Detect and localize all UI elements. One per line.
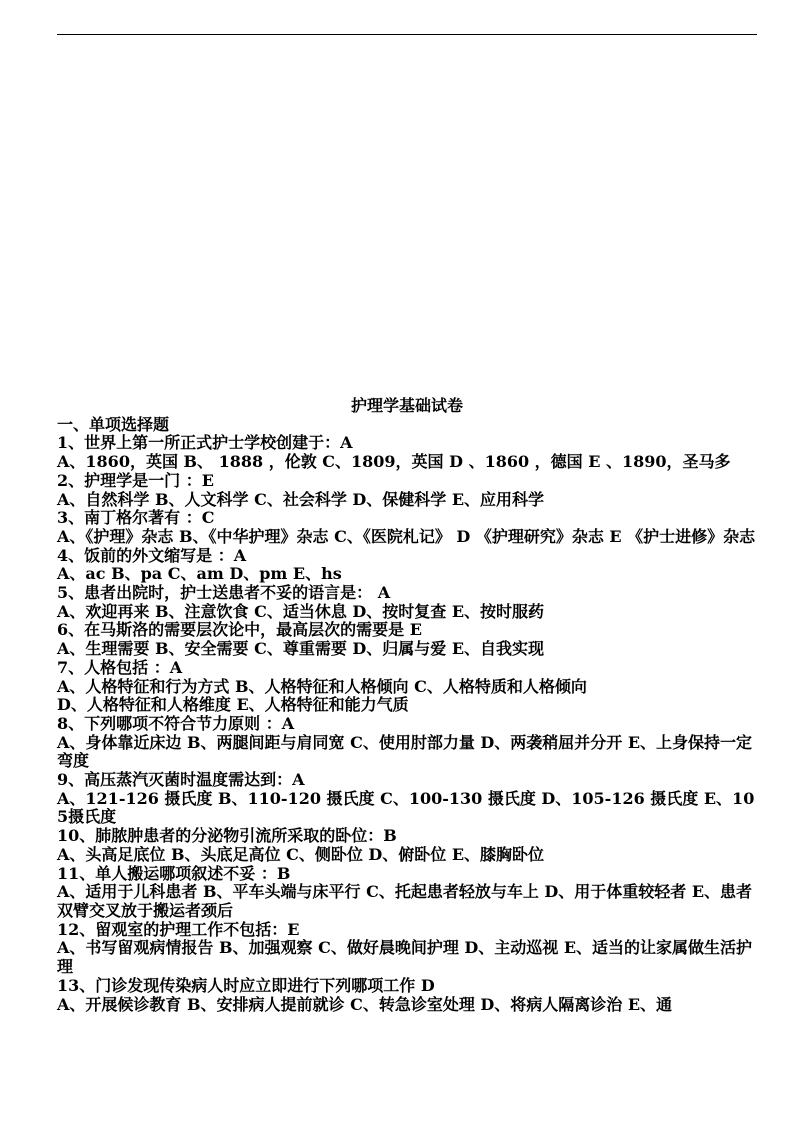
options-line: A、ac B、pa C、am D、pm E、hs: [57, 564, 342, 584]
options-line: D、人格特征和人格维度 E、人格特征和能力气质: [57, 695, 409, 715]
question-line: 8、下列哪项不符合节力原则 ：A: [57, 713, 295, 733]
question-line: 11、单人搬运哪项叙述不妥 ：B: [57, 863, 291, 883]
options-line: A、生理需要 B、安全需要 C、尊重需要 D、归属与爱 E、自我实现: [57, 639, 545, 659]
options-line: A、欢迎再来 B、注意饮食 C、适当休息 D、按时复查 E、按时服药: [57, 601, 545, 621]
options-line: A、《护理》杂志 B、《中华护理》杂志 C、《医院札记》 D 《护理研究》杂志 E 《护士进修》杂志: [57, 526, 756, 546]
question-line: 9、高压蒸汽灭菌时温度需达到：A: [57, 770, 305, 790]
options-line: A、1860，英国 B、 1888 ，伦敦 C、1809，英国 D 、1860 ，德国 E 、1890，圣马多: [57, 452, 731, 472]
options-line: A、开展候诊教育 B、安排病人提前就诊 C、转急诊室处理 D、将病人隔离诊治 E、通: [57, 994, 673, 1014]
header-rule: [57, 34, 757, 35]
question-line: 3、南丁格尔著有 ：C: [57, 508, 215, 528]
question-line: 13、门诊发现传染病人时应立即进行下列哪项工作 D: [57, 975, 435, 995]
options-line: A、人格特征和行为方式 B、人格特征和人格倾向 C、人格特质和人格倾向: [57, 676, 587, 696]
options-line: A、头高足底位 B、头底足高位 C、侧卧位 D、俯卧位 E、膝胸卧位: [57, 844, 545, 864]
document-title: 护理学基础试卷: [350, 396, 463, 415]
question-line: 1、世界上第一所正式护士学校创建于：A: [57, 433, 353, 453]
options-line: A、自然科学 B、人文科学 C、社会科学 D、保健科学 E、应用科学: [57, 489, 545, 509]
question-line: 7、人格包括 ：A: [57, 657, 183, 677]
options-line: A、适用于儿科患者 B、平车头端与床平行 C、托起患者轻放与车上 D、用于体重较轻者 E、患者双臂交叉放于搬运者颈后: [57, 882, 753, 920]
question-line: 2、护理学是一门 ：E: [57, 470, 214, 490]
question-line: 10、肺脓肿患者的分泌物引流所采取的卧位：B: [57, 826, 397, 846]
question-line: 12、留观室的护理工作不包括：E: [57, 919, 300, 939]
document-body: [57, 397, 757, 1014]
question-line: 5、患者出院时，护士送患者不妥的语言是： A: [57, 583, 391, 603]
section-heading: 一、单项选择题: [57, 414, 170, 434]
options-line: A、身体靠近床边 B、两腿间距与肩同宽 C、使用肘部力量 D、两袭稍屈并分开 E、上身保持一定弯度: [57, 732, 753, 771]
options-line: A、书写留观病情报告 B、加强观察 C、做好晨晚间护理 D、主动巡视 E、适当的让家属做生活护理: [57, 938, 753, 977]
question-line: 4、饭前的外文缩写是 ：A: [57, 545, 247, 565]
question-line: 6、在马斯洛的需要层次论中，最高层次的需要是 E: [57, 620, 422, 640]
options-line: A、121-126 摄氏度 B、110-120 摄氏度 C、100-130 摄氏度 D、105-126 摄氏度 E、105摄氏度: [57, 788, 755, 827]
